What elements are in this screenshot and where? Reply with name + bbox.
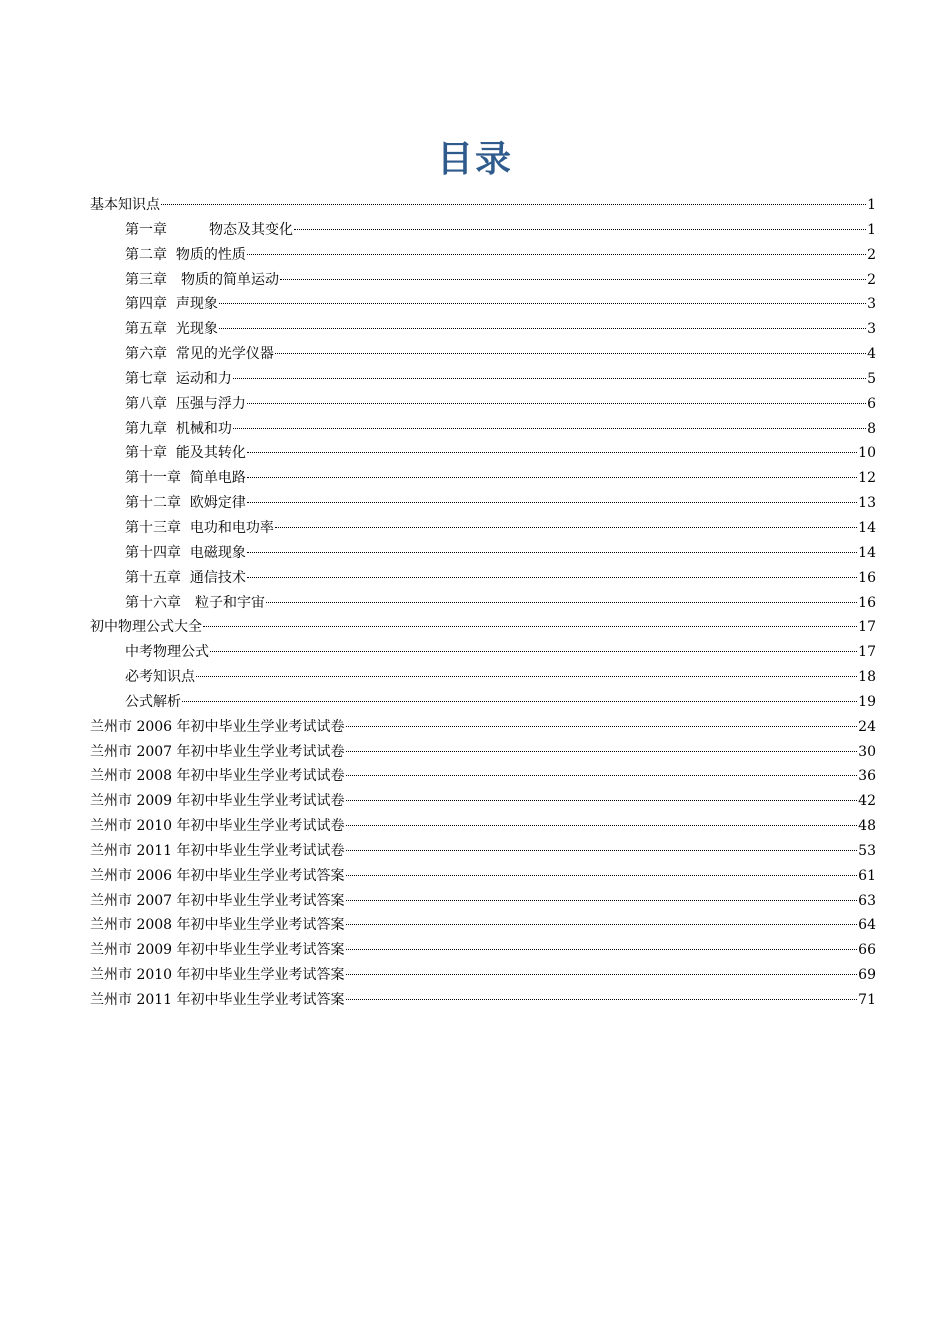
toc-entry-page-number: 2 — [867, 246, 876, 263]
toc-dot-leader — [247, 577, 857, 578]
toc-entry[interactable] — [90, 466, 876, 491]
toc-entry-page-number: 8 — [867, 420, 876, 437]
table-of-contents — [90, 193, 876, 1013]
toc-dot-leader — [346, 924, 858, 925]
toc-entry-page-number: 4 — [867, 346, 876, 363]
toc-entry-label: 第十章 能及其转化 — [125, 445, 246, 462]
toc-entry-label: 公式解析 — [125, 693, 181, 710]
toc-dot-leader — [346, 850, 858, 851]
toc-entry-page-number: 1 — [867, 197, 876, 213]
toc-entry-page-number: 42 — [858, 793, 876, 810]
toc-entry-page-number: 2 — [867, 271, 876, 288]
toc-dot-leader — [219, 328, 866, 329]
toc-entry-label: 第六章 常见的光学仪器 — [125, 346, 274, 363]
toc-entry-label: 第十一章 简单电路 — [125, 470, 246, 487]
toc-entry[interactable] — [90, 740, 876, 765]
toc-entry-page-number: 5 — [867, 370, 876, 387]
toc-dot-leader — [346, 949, 858, 950]
toc-dot-leader — [233, 378, 866, 379]
toc-entry[interactable] — [90, 764, 876, 789]
toc-entry[interactable] — [90, 566, 876, 591]
toc-entry-label: 基本知识点 — [90, 197, 160, 213]
toc-entry-page-number: 63 — [858, 892, 876, 909]
toc-dot-leader — [247, 403, 866, 404]
toc-entry-page-number: 1 — [867, 221, 876, 238]
toc-entry-label: 兰州市 2010 年初中毕业生学业考试试卷 — [90, 818, 345, 835]
toc-entry[interactable] — [90, 615, 876, 640]
toc-dot-leader — [247, 502, 857, 503]
toc-entry-label: 第十六章 粒子和宇宙 — [125, 594, 265, 611]
toc-entry[interactable] — [90, 839, 876, 864]
toc-entry[interactable] — [90, 640, 876, 665]
toc-entry-label: 兰州市 2006 年初中毕业生学业考试答案 — [90, 867, 345, 884]
toc-entry-page-number: 16 — [858, 569, 876, 586]
toc-entry-page-number: 12 — [858, 470, 876, 487]
toc-entry[interactable] — [90, 367, 876, 392]
toc-entry-label: 兰州市 2010 年初中毕业生学业考试答案 — [90, 967, 345, 984]
toc-entry-page-number: 16 — [858, 594, 876, 611]
toc-dot-leader — [275, 353, 866, 354]
toc-entry-page-number: 30 — [858, 743, 876, 760]
toc-entry[interactable] — [90, 988, 876, 1013]
toc-entry-label: 兰州市 2011 年初中毕业生学业考试答案 — [90, 992, 345, 1008]
toc-entry[interactable] — [90, 789, 876, 814]
toc-entry-label: 第七章 运动和力 — [125, 370, 232, 387]
toc-dot-leader — [210, 651, 857, 652]
toc-entry-label: 兰州市 2009 年初中毕业生学业考试答案 — [90, 942, 345, 959]
toc-dot-leader — [247, 452, 857, 453]
toc-entry-label: 兰州市 2011 年初中毕业生学业考试试卷 — [90, 842, 345, 859]
toc-entry-page-number: 64 — [858, 917, 876, 934]
toc-dot-leader — [203, 626, 857, 627]
toc-entry-label: 兰州市 2009 年初中毕业生学业考试试卷 — [90, 793, 345, 810]
toc-dot-leader — [346, 751, 858, 752]
toc-entry[interactable] — [90, 491, 876, 516]
toc-dot-leader — [346, 974, 858, 975]
toc-entry-page-number: 3 — [867, 296, 876, 313]
toc-entry-label: 中考物理公式 — [125, 644, 209, 661]
toc-dot-leader — [346, 825, 858, 826]
page-title: 目录 — [436, 139, 513, 180]
toc-dot-leader — [196, 676, 857, 677]
toc-entry-page-number: 10 — [858, 445, 876, 462]
toc-entry[interactable] — [90, 690, 876, 715]
toc-entry-label: 兰州市 2006 年初中毕业生学业考试试卷 — [90, 718, 345, 735]
toc-entry[interactable] — [90, 814, 876, 839]
toc-entry-label: 第三章 物质的简单运动 — [125, 271, 279, 288]
toc-entry[interactable] — [90, 864, 876, 889]
toc-dot-leader — [346, 775, 858, 776]
toc-entry-page-number: 24 — [858, 718, 876, 735]
toc-dot-leader — [247, 477, 857, 478]
toc-dot-leader — [247, 254, 866, 255]
toc-entry-label: 兰州市 2008 年初中毕业生学业考试答案 — [90, 917, 345, 934]
toc-entry[interactable] — [90, 292, 876, 317]
toc-entry-page-number: 6 — [867, 395, 876, 412]
toc-entry-label: 第二章 物质的性质 — [125, 246, 246, 263]
toc-entry[interactable] — [90, 963, 876, 988]
toc-entry[interactable] — [90, 342, 876, 367]
toc-entry-page-number: 19 — [858, 693, 876, 710]
toc-entry-label: 第一章 物态及其变化 — [125, 221, 293, 238]
toc-entry-page-number: 66 — [858, 942, 876, 959]
toc-entry-label: 兰州市 2007 年初中毕业生学业考试答案 — [90, 892, 345, 909]
toc-entry-label: 兰州市 2007 年初中毕业生学业考试试卷 — [90, 743, 345, 760]
toc-entry-page-number: 61 — [858, 867, 876, 884]
toc-dot-leader — [294, 229, 866, 230]
toc-entry-page-number: 18 — [858, 669, 876, 686]
toc-entry[interactable] — [90, 193, 876, 218]
toc-entry[interactable] — [90, 938, 876, 963]
toc-entry-page-number: 36 — [858, 768, 876, 785]
toc-dot-leader — [266, 602, 857, 603]
toc-entry-label: 第九章 机械和功 — [125, 420, 232, 437]
toc-dot-leader — [280, 279, 866, 280]
toc-entry-page-number: 14 — [858, 519, 876, 536]
toc-entry-label: 第十三章 电功和电功率 — [125, 519, 274, 536]
toc-entry[interactable] — [90, 317, 876, 342]
toc-dot-leader — [275, 527, 857, 528]
toc-entry-page-number: 71 — [858, 992, 876, 1008]
toc-entry-label: 第五章 光现象 — [125, 321, 218, 338]
toc-entry-page-number: 69 — [858, 967, 876, 984]
toc-entry[interactable] — [90, 243, 876, 268]
toc-entry[interactable] — [90, 417, 876, 442]
toc-dot-leader — [247, 552, 857, 553]
toc-dot-leader — [161, 204, 866, 205]
toc-dot-leader — [346, 800, 858, 801]
toc-entry-label: 第十四章 电磁现象 — [125, 544, 246, 561]
toc-entry-label: 初中物理公式大全 — [90, 619, 202, 636]
toc-entry[interactable] — [90, 541, 876, 566]
toc-entry-page-number: 3 — [867, 321, 876, 338]
toc-entry-page-number: 14 — [858, 544, 876, 561]
toc-dot-leader — [346, 875, 858, 876]
toc-entry-label: 第四章 声现象 — [125, 296, 218, 313]
toc-entry[interactable] — [90, 665, 876, 690]
toc-entry-page-number: 13 — [858, 495, 876, 512]
toc-entry[interactable] — [90, 218, 876, 243]
toc-entry-page-number: 17 — [858, 644, 876, 661]
toc-entry[interactable] — [90, 591, 876, 616]
toc-dot-leader — [346, 999, 858, 1000]
toc-dot-leader — [219, 303, 866, 304]
toc-entry-label: 兰州市 2008 年初中毕业生学业考试试卷 — [90, 768, 345, 785]
toc-entry-label: 第十二章 欧姆定律 — [125, 495, 246, 512]
toc-entry-label: 第十五章 通信技术 — [125, 569, 246, 586]
toc-entry[interactable] — [90, 268, 876, 293]
toc-entry-label: 第八章 压强与浮力 — [125, 395, 246, 412]
toc-dot-leader — [182, 701, 857, 702]
toc-entry[interactable] — [90, 441, 876, 466]
toc-entry[interactable] — [90, 516, 876, 541]
toc-dot-leader — [346, 900, 858, 901]
toc-dot-leader — [346, 726, 858, 727]
toc-entry[interactable] — [90, 913, 876, 938]
toc-entry-page-number: 53 — [858, 842, 876, 859]
toc-dot-leader — [233, 428, 866, 429]
toc-entry[interactable] — [90, 889, 876, 914]
toc-entry[interactable] — [90, 392, 876, 417]
toc-entry-label: 必考知识点 — [125, 669, 195, 686]
toc-entry-page-number: 17 — [858, 619, 876, 636]
toc-entry[interactable] — [90, 715, 876, 740]
toc-entry-page-number: 48 — [858, 818, 876, 835]
